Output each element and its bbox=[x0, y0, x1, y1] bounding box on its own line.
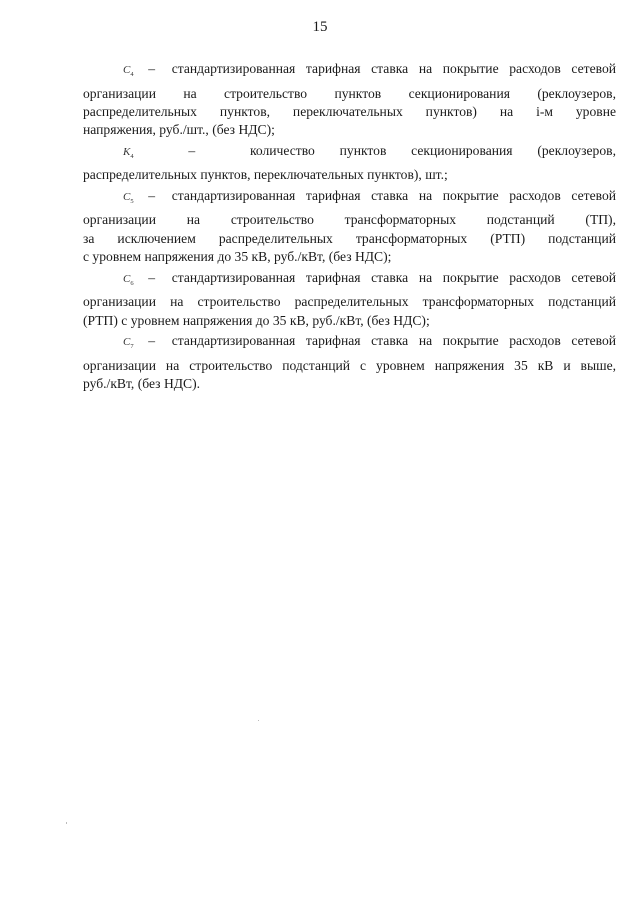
page-number: 15 bbox=[312, 19, 328, 35]
definition-text-line: (РТП) с уровнем напряжения до 35 кВ, руб./кВт, (без НДС); bbox=[83, 312, 430, 328]
definition-text-line: за исключением распределительных трансформаторных (РТП) подстанций bbox=[83, 230, 616, 246]
definition-text-line: напряжения, руб./шт., (без НДС); bbox=[83, 122, 275, 138]
definition-c7: $C_7$ – стандартизированная тарифная ставка на покрытие расходов сетевой организации на строительство подстанций с уровнем напряжения 35 кВ и выше, руб./кВт, (без НДС). bbox=[83, 332, 616, 393]
definition-text-line: организации на строительство распределительных трансформаторных подстанций bbox=[83, 294, 616, 310]
definition-text-line: руб./кВт, (без НДС). bbox=[83, 376, 201, 392]
definition-text-line: распределительных пунктов, переключательных пунктов) на i-м уровне bbox=[83, 104, 616, 119]
definition-c4: $C_4$ – стандартизированная тарифная ставка на покрытие расходов сетевой организации на строительство пунктов секционирования (реклоузеров, распределительных пунктов, переключательных пунктов) на i-м уровне напряжения, руб./шт., (без НДС); bbox=[83, 60, 616, 140]
definition-text-line: распределительных пунктов, переключательных пунктов), шт.; bbox=[83, 167, 448, 183]
scan-speck bbox=[258, 720, 259, 721]
definition-text-line: организации на строительство трансформаторных подстанций (ТП), bbox=[83, 212, 616, 228]
definition-text-line: количество пунктов секционирования (реклоузеров, bbox=[249, 142, 616, 158]
definition-text-line: стандартизированная тарифная ставка на покрытие расходов сетевой bbox=[171, 269, 617, 285]
symbol-c6: $C_6$ bbox=[123, 272, 134, 287]
definition-text-line: стандартизированная тарифная ставка на покрытие расходов сетевой bbox=[171, 333, 617, 349]
symbol-c4: $C_4$ bbox=[123, 64, 134, 79]
definition-text-line: стандартизированная тарифная ставка на покрытие расходов сетевой bbox=[171, 61, 617, 76]
scan-speck bbox=[66, 822, 67, 824]
definition-text-line: организации на строительство подстанций с уровнем напряжения 35 кВ и выше, bbox=[83, 357, 616, 373]
symbol-k4: $K_4$ bbox=[123, 145, 134, 160]
definition-c6: $C_6$ – стандартизированная тарифная ставка на покрытие расходов сетевой организации на строительство распределительных трансформаторных подстанций (РТП) с уровнем напряжения до 35 кВ, руб./кВт, (без НДС); bbox=[83, 269, 616, 330]
symbol-c5: $C_5$ bbox=[123, 190, 134, 205]
symbol-c7: $C_7$ bbox=[123, 336, 134, 351]
definition-text-line: организации на строительство пунктов секционирования (реклоузеров, bbox=[83, 85, 616, 101]
definitions-list bbox=[83, 60, 616, 395]
definition-text-line: стандартизированная тарифная ставка на покрытие расходов сетевой bbox=[171, 187, 617, 203]
definition-k4: $K_4$ – количество пунктов секционирования (реклоузеров, распределительных пунктов, переключательных пунктов), шт.; bbox=[83, 142, 616, 185]
definition-c5: $C_5$ – стандартизированная тарифная ставка на покрытие расходов сетевой организации на строительство трансформаторных подстанций (ТП), за исключением распределительных трансформаторных (РТП) подстанций с уровнем напряжения до 35 кВ, руб./кВт, (без НДС); bbox=[83, 187, 616, 267]
definition-text-line: с уровнем напряжения до 35 кВ, руб./кВт, (без НДС); bbox=[83, 249, 392, 265]
